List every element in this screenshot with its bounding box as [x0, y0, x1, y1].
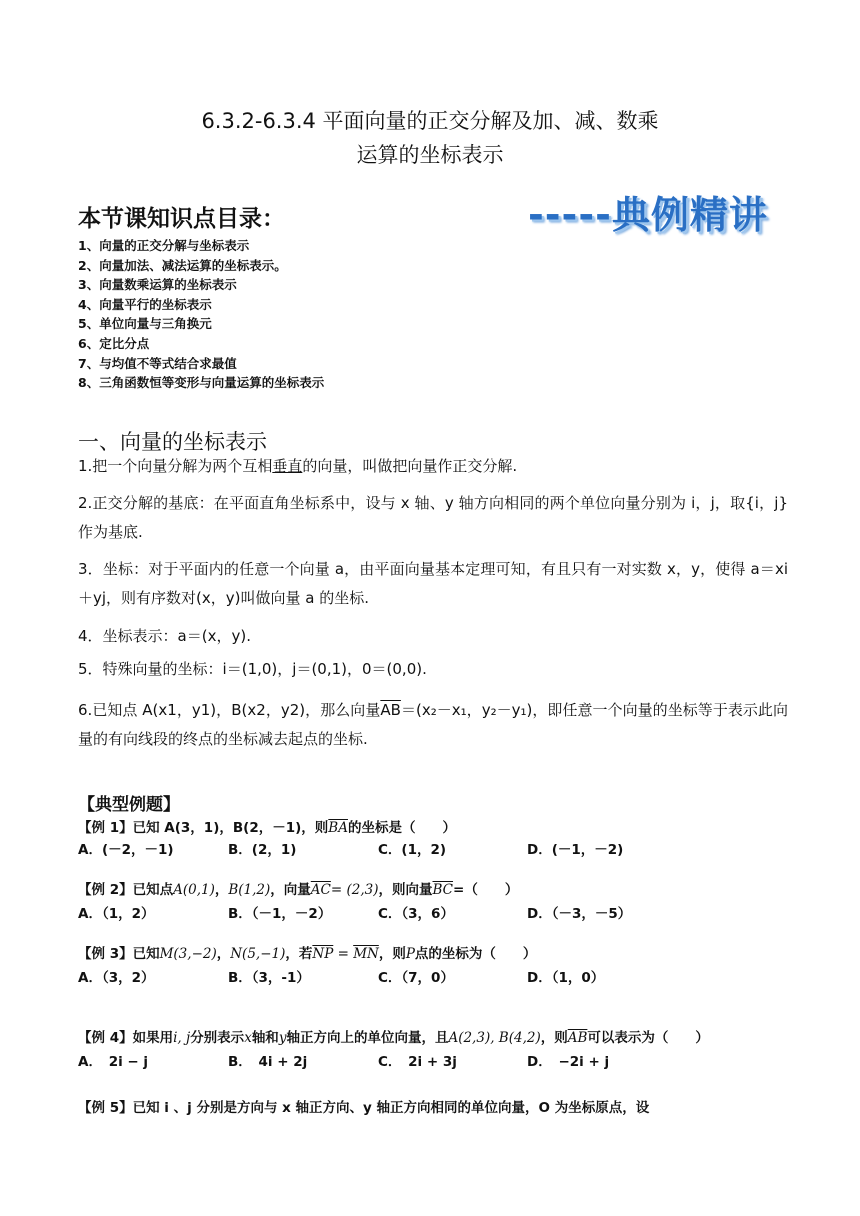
point-a: A(0,1)	[173, 882, 215, 898]
paragraph-1	[78, 452, 788, 481]
option-c: C．(1，2)	[378, 842, 447, 858]
example-5-question: 【例 5】已知 i 、j 分别是方向与 x 轴正方向、y 轴正方向相同的单位向量，O 为坐标原点，设	[78, 1100, 650, 1116]
paragraph-2: 2.正交分解的基底：在平面直角坐标系中，设与 x 轴、y 轴方向相同的两个单位向量分别为 i，j，取{i，j}作为基底.	[78, 494, 788, 541]
document-title-line2: 运算的坐标表示	[356, 143, 504, 167]
option-c: C． 2i + 3j	[378, 1054, 457, 1070]
separator: ，	[214, 882, 229, 898]
document-title-line1: 6.3.2-6.3.4 平面向量的正交分解及加、减、数乘	[201, 109, 659, 133]
toc-list	[78, 236, 324, 393]
separator: ，	[216, 946, 231, 962]
toc-item: 2、向量加法、减法运算的坐标表示。	[78, 257, 287, 273]
vector-ba: $\overline{BA}$	[328, 820, 348, 836]
option-a: A．(－2，－1)	[78, 842, 174, 858]
point-b: B(1,2)	[228, 882, 271, 898]
points-ab: A(2,3), B(4,2)	[448, 1030, 541, 1046]
toc-item: 5、单位向量与三角换元	[78, 316, 212, 332]
examples-heading: 【典型例题】	[78, 795, 180, 815]
option-d: D．(－1，－2)	[527, 842, 624, 858]
vector-ab: $\overline{AB}$	[380, 701, 401, 719]
y-axis-symbol: y	[278, 1030, 287, 1046]
example-2-text-mid2: ，则向量	[378, 882, 433, 898]
example-4-text-3: 轴和	[251, 1030, 279, 1046]
toc-item: 6、定比分点	[78, 335, 150, 351]
section-heading: 一、向量的坐标表示	[78, 430, 267, 454]
vector-np: $\overline{NP}$	[312, 946, 334, 962]
equals-sign: =	[333, 946, 354, 962]
point-p: P	[405, 946, 415, 962]
example-2-text-end: =（ ）	[453, 882, 519, 898]
example-4-text-end: 可以表示为（ ）	[587, 1030, 709, 1046]
toc-item: 1、向量的正交分解与坐标表示	[78, 238, 250, 253]
vector-ac: $\overline{AC}$	[310, 882, 331, 898]
example-4-text-4: 轴正方向上的单位向量，且	[286, 1030, 449, 1046]
underlined-term: 垂直	[272, 457, 303, 475]
example-2-text: 【例 2】已知点	[78, 882, 174, 898]
option-b: B．（3，-1）	[228, 970, 310, 986]
option-a: A．（3，2）	[78, 970, 155, 986]
option-d: D．（1，0）	[527, 970, 605, 986]
vector-mn: $\overline{MN}$	[353, 946, 379, 962]
example-4-text: 【例 4】如果用	[78, 1030, 174, 1046]
example-2-text-mid: ，向量	[270, 882, 311, 898]
toc-item: 8、三角函数恒等变形与向量运算的坐标表示	[78, 375, 325, 391]
point-m: M(3,−2)	[159, 946, 217, 962]
vector-ab: $\overline{AB}$	[567, 1030, 588, 1046]
option-c: C．（7，0）	[378, 970, 454, 986]
toc-item: 4、向量平行的坐标表示	[78, 296, 212, 312]
example-4-question	[78, 1026, 709, 1046]
option-b: B． 4i + 2j	[228, 1054, 308, 1070]
unit-vectors-ij: i, j	[173, 1030, 191, 1046]
paragraph-1-text-end: 的向量，叫做把向量作正交分解.	[302, 457, 518, 475]
point-n: N(5,−1)	[230, 946, 286, 962]
example-1-text-end: 的坐标是（ ）	[347, 820, 456, 836]
example-3-text-mid2: ，则	[378, 946, 406, 962]
option-b: B．（－1，－2）	[228, 906, 332, 922]
paragraph-6-text: 6.已知点 A(x1，y1)，B(x2，y2)，那么向量	[78, 701, 381, 719]
option-c: C．（3，6）	[378, 906, 454, 922]
example-3-question	[78, 942, 536, 962]
vector-bc: $\overline{BC}$	[432, 882, 454, 898]
example-1-question	[78, 816, 456, 836]
toc-heading: 本节课知识点目录：	[78, 206, 285, 232]
toc-item: 7、与均值不等式结合求最值	[78, 355, 237, 371]
option-d: D．（－3，－5）	[527, 906, 632, 922]
example-3-text: 【例 3】已知	[78, 946, 160, 962]
example-2-question	[78, 878, 518, 898]
banner-title: -----典例精讲	[528, 193, 768, 237]
paragraph-1-text: 1.把一个向量分解为两个互相	[78, 457, 273, 475]
example-3-text-mid: ，若	[285, 946, 313, 962]
vector-ac-value: = (2,3)	[330, 882, 379, 898]
option-a: A．（1，2）	[78, 906, 155, 922]
option-a: A． 2i − j	[78, 1054, 149, 1070]
example-1-text: 【例 1】已知 A(3，1)，B(2，－1)，则	[78, 820, 329, 836]
example-4-text-5: ，则	[540, 1030, 568, 1046]
example-4-text-2: 分别表示	[190, 1030, 245, 1046]
paragraph-6-text-end: ＝(x₂－x₁，y₂－y₁)，即任意一个向量的坐标等于表示此向量的有向线段的终点的坐标减去起点的坐标.	[78, 701, 788, 748]
x-axis-symbol: x	[244, 1030, 252, 1046]
paragraph-5: 5．特殊向量的坐标：i＝(1,0)，j＝(0,1)，0＝(0,0).	[78, 660, 427, 678]
option-d: D． −2i + j	[527, 1054, 610, 1070]
example-3-text-end: 点的坐标为（ ）	[414, 946, 537, 962]
option-b: B．(2，1)	[228, 842, 297, 858]
paragraph-3: 3．坐标：对于平面内的任意一个向量 a，由平面向量基本定理可知，有且只有一对实数 x，y，使得 a＝xi＋yj，则有序数对(x，y)叫做向量 a 的坐标.	[78, 560, 788, 607]
paragraph-6	[78, 696, 788, 754]
toc-item: 3、向量数乘运算的坐标表示	[78, 277, 237, 293]
paragraph-4: 4．坐标表示：a＝(x，y).	[78, 627, 251, 645]
